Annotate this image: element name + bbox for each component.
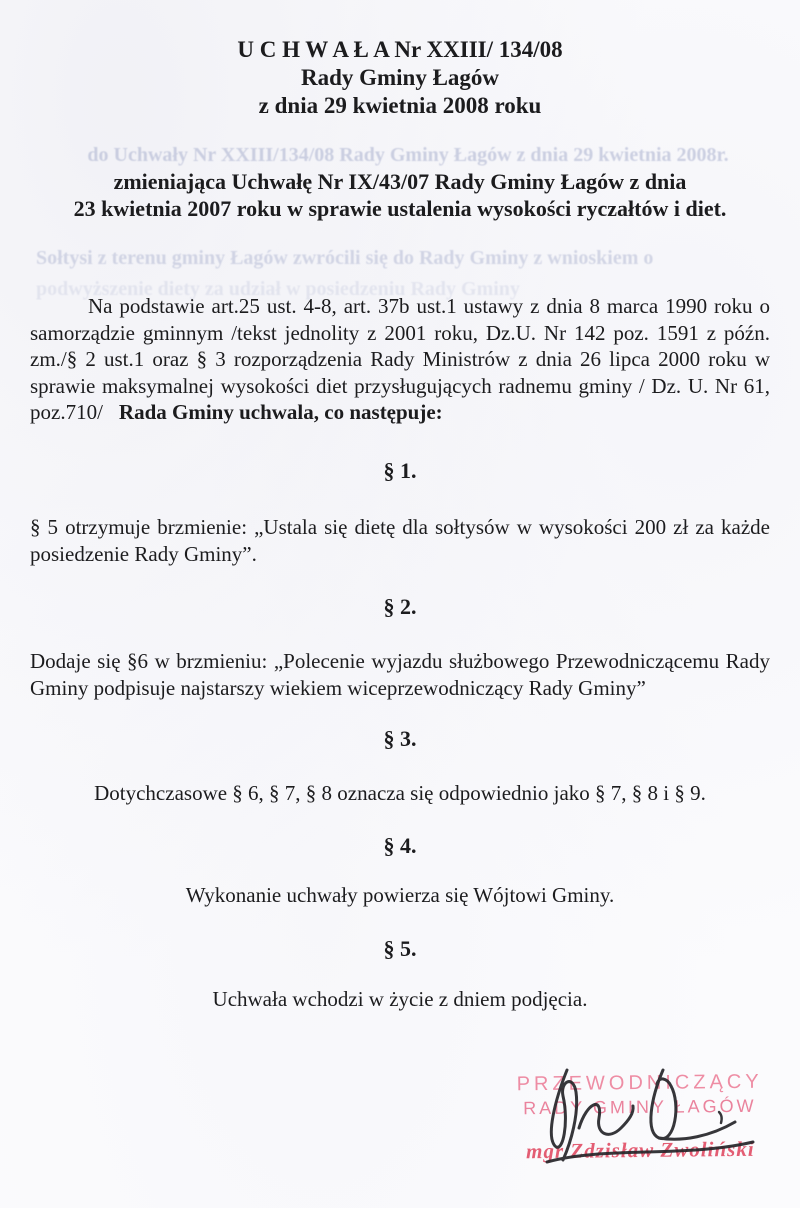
signature-ink bbox=[513, 1056, 778, 1174]
preamble-resolution-clause: Rada Gminy uchwala, co następuje: bbox=[118, 400, 443, 424]
title-line-1: U C H W A Ł A Nr XXIII/ 134/08 bbox=[237, 37, 563, 62]
legal-preamble bbox=[30, 293, 770, 426]
section-4-body: Wykonanie uchwały powierza się Wójtowi Gminy. bbox=[185, 883, 615, 907]
section-1-body: § 5 otrzymuje brzmienie: „Ustala się dietę dla sołtysów w wysokości 200 zł za każde posiedzenie Rady Gminy”. bbox=[30, 515, 770, 566]
bleed-through-text-1: do Uchwały Nr XXIII/134/08 Rady Gminy Łagów z dnia 29 kwietnia 2008r. bbox=[87, 144, 729, 166]
preamble-text: Na podstawie art.25 ust. 4-8, art. 37b ust.1 ustawy z dnia 8 marca 1990 roku o samorządzie gminnym /tekst jednolity z 2001 roku, Dz.U. Nr 142 poz. 1591 z późn. zm./§ 2 ust.1 oraz § 3 rozporządzenia Rady Ministrów z dnia 26 lipca 2000 roku w sprawie maksymalnej wysokości diet przysługujących radnemu gminy / Dz. U. Nr 61, poz.710/ bbox=[30, 294, 770, 424]
stamp-council-name: RADY GMINY ŁAGÓW bbox=[523, 1095, 757, 1119]
subject-line-2: 23 kwietnia 2007 roku w sprawie ustalenia wysokości ryczałtów i diet. bbox=[73, 196, 727, 221]
section-3-body: Dotychczasowe § 6, § 7, § 8 oznacza się odpowiednio jako § 7, § 8 i § 9. bbox=[94, 781, 706, 805]
bleed-through-text-2: Sołtysi z terenu gminy Łagów zwrócili się do Rady Gminy z wnioskiem o bbox=[36, 247, 654, 269]
section-3-heading: § 3. bbox=[383, 726, 417, 751]
section-4-heading: § 4. bbox=[383, 833, 417, 858]
document-subject bbox=[30, 168, 770, 222]
bleed-through-text-3: podwyższenie diety za udział w posiedzeniu Rady Gminy bbox=[36, 278, 520, 300]
stamp-signer-name: mgr Zdzisław Zwoliński bbox=[525, 1136, 755, 1164]
title-line-2: Rady Gminy Łagów bbox=[300, 65, 500, 90]
section-5-heading: § 5. bbox=[383, 936, 417, 961]
title-line-3: z dnia 29 kwietnia 2008 roku bbox=[258, 93, 542, 118]
subject-line-1: zmieniająca Uchwałę Nr IX/43/07 Rady Gminy Łagów z dnia bbox=[113, 169, 687, 194]
document-title bbox=[30, 36, 770, 120]
section-1-heading: § 1. bbox=[383, 458, 417, 483]
stamp-title: PRZEWODNICZĄCY bbox=[516, 1070, 763, 1096]
section-5-body: Uchwała wchodzi w życie z dniem podjęcia. bbox=[212, 987, 588, 1011]
section-2-body: Dodaje się §6 w brzmieniu: „Polecenie wyjazdu służbowego Przewodniczącemu Rady Gminy podpisuje najstarszy wiekiem wiceprzewodniczący Rady Gminy” bbox=[30, 649, 770, 700]
section-2-heading: § 2. bbox=[383, 594, 417, 619]
